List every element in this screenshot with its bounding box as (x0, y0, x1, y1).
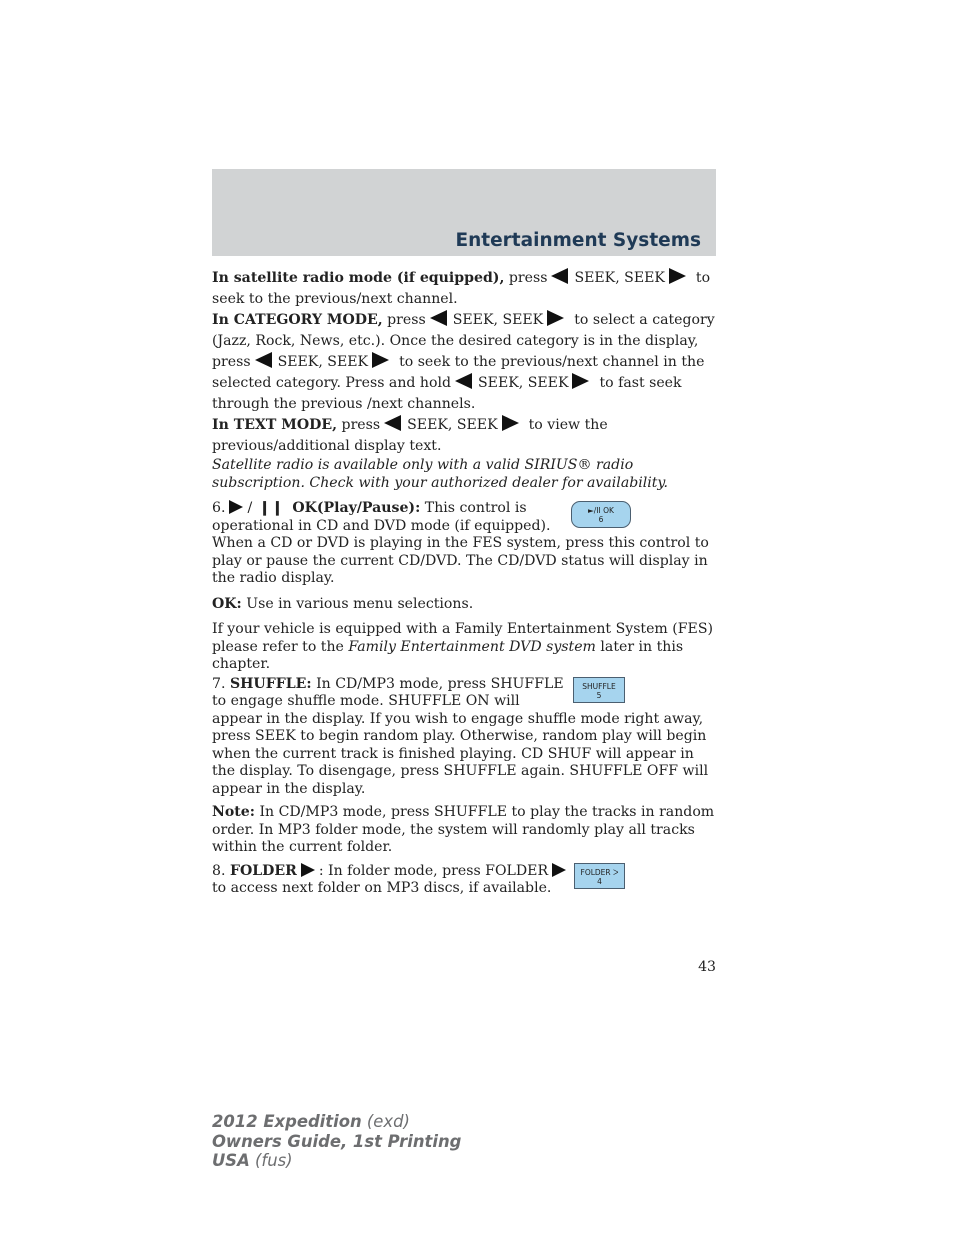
seek-right-icon (372, 352, 389, 368)
seek-left-icon (551, 268, 568, 284)
category-lead: In CATEGORY MODE, (212, 312, 383, 328)
satellite-paragraph: In satellite radio mode (if equipped), press SEEK, SEEK to seek to the previous/next channel. (212, 270, 711, 307)
text-mode-lead: In TEXT MODE, (212, 417, 338, 433)
seek-right-icon (547, 310, 564, 326)
seek-right-icon (502, 415, 519, 431)
folder-next-icon (552, 863, 566, 877)
ok-play-pause-button: ►/II OK 6 (571, 501, 631, 528)
seek-left-icon (255, 352, 272, 368)
shuffle-note: Note: In CD/MP3 mode, press SHUFFLE to play the tracks in random order. In MP3 folder mode, the system will randomly play all tracks within the current folder. (212, 804, 715, 855)
folder-button: FOLDER ᐳ 4 (574, 863, 625, 889)
item-6: ►/II OK 6 6. / ❙❙ OK(Play/Pause): This control is operational in CD and DVD mode (if equipped). When a CD or DVD is playing in the FES system, press this control to play or pause the current CD/DVD. The CD/DVD status will display in the radio display. (212, 500, 709, 586)
ok-note: OK: Use in various menu selections. (212, 595, 474, 612)
seek-right-icon (669, 268, 686, 284)
seek-left-icon (430, 310, 447, 326)
seek-left-icon (384, 415, 401, 431)
seek-left-icon (455, 373, 472, 389)
folder-next-icon (301, 863, 315, 877)
page-number: 43 (698, 959, 716, 975)
text-mode-paragraph: In TEXT MODE, press SEEK, SEEK to view the previous/additional display text. (212, 417, 608, 454)
item-7: SHUFFLE 5 7. SHUFFLE: In CD/MP3 mode, press SHUFFLE to engage shuffle mode. SHUFFLE ON will appear in the display. If you wish to engage shuffle mode right away, press SEEK to begin random play. Otherwise, random play will begin when the current track is finished playing. CD SHUF will appear in the display. To disengage, press SHUFFLE again. SHUFFLE OFF will appear in the display. (212, 675, 709, 797)
seek-right-icon (572, 373, 589, 389)
pause-icon: ❙❙ (258, 500, 285, 516)
fes-paragraph: If your vehicle is equipped with a Family Entertainment System (FES) please refer to the Family Entertainment DVD system later in this chapter. (212, 621, 713, 672)
section-title: Entertainment Systems (455, 230, 701, 251)
page-content (212, 268, 716, 898)
shuffle-button: SHUFFLE 5 (573, 677, 625, 703)
category-paragraph: In CATEGORY MODE, press SEEK, SEEK to select a category (Jazz, Rock, News, etc.). Once the desired category is in the display, press SEEK, SEEK to seek to the previous/next channel in the selected category. Press and hold SEEK, SEEK to fast seek through the previous /next channels. (212, 312, 715, 412)
satellite-lead: In satellite radio mode (if equipped), (212, 270, 505, 286)
footer: 2012 Expedition (exd) Owners Guide, 1st Printing USA (fus) (212, 1112, 462, 1170)
sirius-note: Satellite radio is available only with a valid SIRIUS® radio subscription. Check with your authorized dealer for availability. (212, 457, 668, 491)
section-header (212, 169, 716, 256)
play-icon (229, 500, 243, 514)
item-8: FOLDER ᐳ 4 8. FOLDER : In folder mode, press FOLDERto access next folder on MP3 discs, if available. (212, 863, 716, 898)
